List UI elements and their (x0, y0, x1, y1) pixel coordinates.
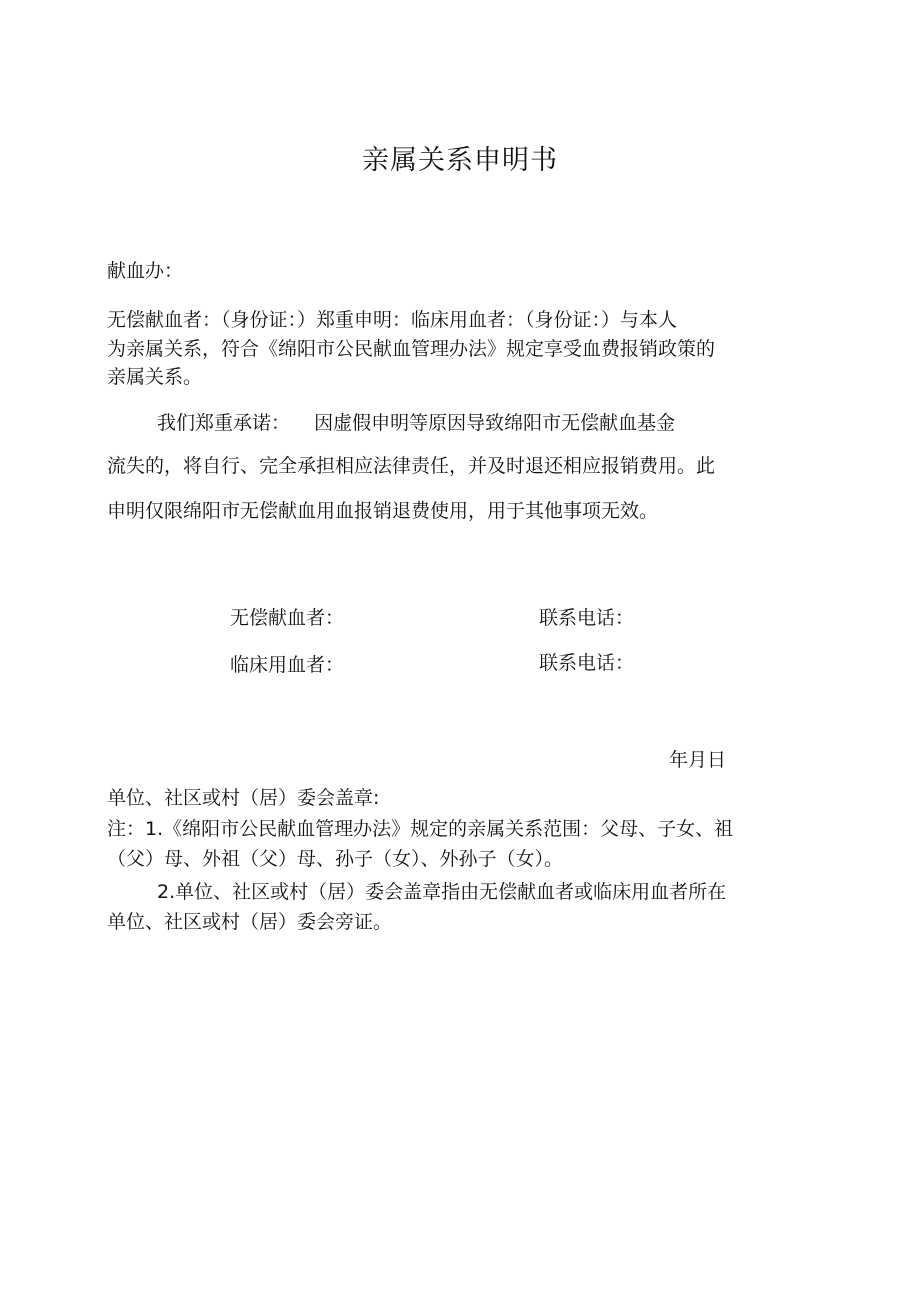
recipient-phone-label: 联系电话： (539, 652, 635, 674)
note-line-1: 注：1.《绵阳市公民献血管理办法》规定的亲属关系范围：父母、子女、祖 (107, 818, 734, 840)
document-title: 亲属关系申明书 (362, 145, 558, 176)
commitment-line-3: 申明仅限绵阳市无偿献血用血报销退费使用，用于其他事项无效。 (107, 500, 659, 522)
note-line-4: 单位、社区或村（居）委会旁证。 (107, 911, 393, 933)
declaration-line-1: 无偿献血者：（身份证：）郑重申明：临床用血者：（身份证：）与本人 (107, 309, 678, 331)
note-line-3: 2.单位、社区或村（居）委会盖章指由无偿献血者或临床用血者所在 (157, 881, 727, 903)
donor-phone-label: 联系电话： (539, 607, 635, 629)
recipient-signature-label: 临床用血者： (230, 654, 345, 676)
commitment-line-1: 我们郑重承诺： 因虚假申明等原因导致绵阳市无偿献血基金 (157, 412, 676, 434)
declaration-line-3: 亲属关系。 (107, 366, 203, 388)
seal-label: 单位、社区或村（居）委会盖章: (107, 787, 380, 809)
date-label: 年月日 (669, 749, 727, 771)
commitment-line-2: 流失的，将自行、完全承担相应法律责任，并及时退还相应报销费用。此 (107, 455, 716, 477)
note-line-2: （父）母、外祖（父）母、孙子（女）、外孙子（女）。 (107, 848, 564, 870)
donor-signature-label: 无偿献血者： (230, 607, 345, 629)
addressee: 献血办： (107, 260, 184, 282)
declaration-line-2: 为亲属关系，符合《绵阳市公民献血管理办法》规定享受血费报销政策的 (107, 338, 716, 360)
